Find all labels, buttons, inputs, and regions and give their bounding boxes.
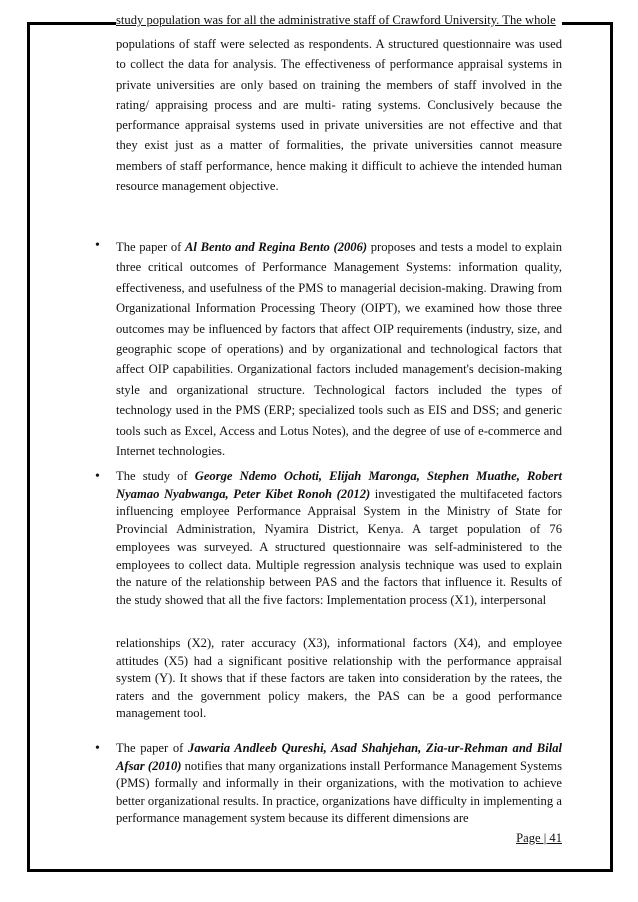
author-names: Jawaria Andleeb Qureshi, Asad Shahjehan, Zia-ur-Rehman and Bilal Afsar (2010) [116, 741, 562, 773]
lead-text: The paper of [116, 240, 186, 254]
body-text: notifies that many organizations install Performance Management Systems (PMS) formally and informally in their organizations, with the motivation to achieve better organizational results. In practice, organizations have difficulty in implementing a performance management system because its different dimensions are [116, 758, 562, 826]
author-names: Al Bento and Regina Bento (2006) [185, 240, 368, 254]
continuation-text: relationships (X2), rater accuracy (X3), informational factors (X4), and employee attitudes (X5) had a significant positive relationship with the performance appraisal system (Y). It shows that if these factors are taken into consideration by the ratees, the raters and the government policy makers, the PAS can be a good performance management tool. [116, 636, 562, 720]
paragraph-text: populations of staff were selected as respondents. A structured questionnaire was used to collect the data for analysis. The effectiveness of performance appraisal systems in private universities are only based on training the members of staff involved in the rating/ appraising process and are multi- rating systems. Conclusively because the performance appraisal systems used in private universities are not effective and that they exist just as a matter of formalities, the private universities cannot measure members of staff performance, hence making it difficult to achieve the intended human resource management objective. [116, 37, 562, 194]
bullet-icon: • [95, 238, 100, 253]
paragraph-continuation [116, 34, 562, 196]
page-number: Page | 41 [516, 831, 562, 845]
bullet-icon: • [95, 741, 100, 756]
overflow-text-line: study population was for all the administrative staff of Crawford University. The whole [116, 13, 562, 28]
list-item-ochoti [116, 468, 562, 610]
list-item-ochoti-continued [116, 635, 562, 723]
list-item-text [116, 740, 562, 828]
list-item-qureshi [116, 740, 562, 828]
list-item-text [116, 468, 562, 610]
bullet-icon: • [95, 469, 100, 484]
author-names: George Ndemo Ochoti, Elijah Maronga, Stephen Muathe, Robert Nyamao Nyabwanga, Peter Kibet Ronoh (2012) [116, 469, 562, 501]
list-item-bento [116, 237, 562, 461]
lead-text: The study of [116, 469, 195, 483]
list-item-text [116, 237, 562, 461]
body-text: proposes and tests a model to explain three critical outcomes of Performance Management Systems: information quality, effectiveness, and usefulness of the PMS to managerial decision-making. Drawing from Organizational Information Processing Theory (OIPT), we examined how those three outcomes may be influenced by factors that affect OIP requirements (industry, size, and geographic scope of operations) and by organizational and technological factors that affect OIP capabilities. Organizational factors included management's decision-making style and organizational structure. Technological factors included the types of technology used in the PMS (ERP; specialized tools such as EIS and DSS; and generic tools such as Excel, Access and Lotus Notes), and the degree of use of e-commerce and Internet technologies. [116, 240, 563, 459]
lead-text: The paper of [116, 741, 189, 755]
body-text: investigated the multifaceted factors influencing employee Performance Appraisal System in the Ministry of State for Provincial Administration, Nyamira District, Kenya. A target population of 76 employees was surveyed. A structured questionnaire was self-administered to the employees to collect data. Multiple regression analysis technique was used to explain the nature of the relationship between PAS and the factors that influence it. Results of the study showed that all the five factors: Implementation process (X1), interpersonal [116, 486, 562, 607]
